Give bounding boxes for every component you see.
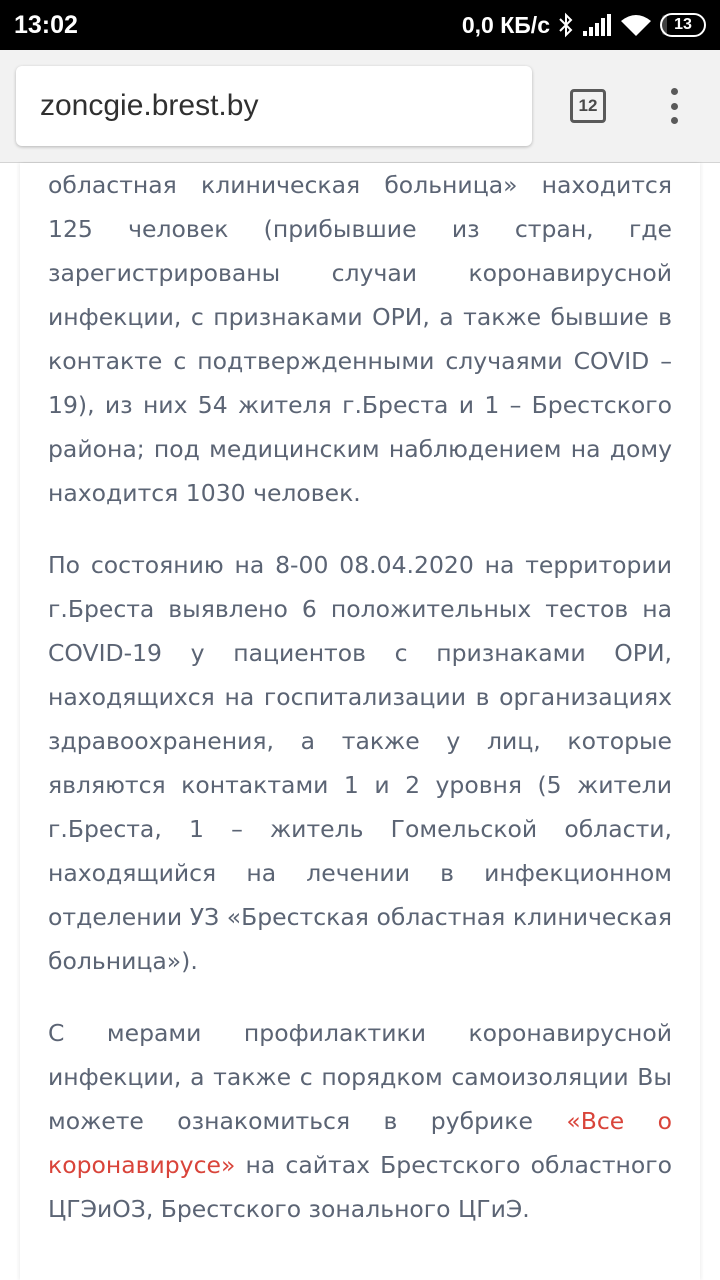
tab-switcher-button[interactable]	[570, 89, 606, 123]
article-paragraph: областная клиническая больница» находится 125 человек (прибывшие из стран, где зарегистрированы случаи коронавирусной инфекции, с признаками ОРИ, а также бывшие в контакте с подтвержденными случаями COVID – 19), из них 54 жителя г.Бреста и 1 – Брестского района; под медицинским наблюдением на дому находится 1030 человек.	[48, 171, 672, 507]
address-bar[interactable]	[16, 66, 532, 146]
article-paragraph	[48, 1011, 672, 1231]
status-time: 13:02	[14, 10, 78, 39]
article-body	[48, 163, 672, 1259]
status-bar	[0, 0, 720, 50]
battery-level: 13	[674, 16, 692, 33]
coronavirus-link[interactable]: «Все о коронавирусе»	[48, 1107, 672, 1179]
status-indicators	[462, 12, 706, 39]
article-paragraph: По состоянию на 8-00 08.04.2020 на территории г.Бреста выявлено 6 положительных тестов на COVID-19 у пациентов с признаками ОРИ, находящихся на госпитализации в организациях здравоохранения, а также у лиц, которые являются контактами 1 и 2 уровня (5 жители г.Бреста, 1 – житель Гомельской области, находящийся на лечении в инфекционном отделении УЗ «Брестская областная клиническая больница»).	[48, 551, 672, 975]
signal-icon	[582, 13, 612, 37]
browser-toolbar	[0, 50, 720, 163]
url-text: zoncgie.brest.by	[40, 89, 259, 122]
tab-count: 12	[578, 96, 598, 115]
paragraph-text: С мерами профилактики коронавирусной инфекции, а также с порядком самоизоляции Вы можете ознакомиться в рубрике	[48, 1019, 672, 1135]
bluetooth-icon	[558, 12, 574, 38]
battery-icon	[660, 13, 706, 37]
page-content[interactable]	[20, 163, 700, 1280]
more-menu-icon[interactable]	[654, 86, 694, 126]
network-speed: 0,0 КБ/с	[461, 11, 550, 38]
paragraph-text: на сайтах Брестского областного ЦГЭиОЗ, Брестского зонального ЦГиЭ.	[48, 1151, 672, 1223]
wifi-icon	[620, 13, 652, 37]
